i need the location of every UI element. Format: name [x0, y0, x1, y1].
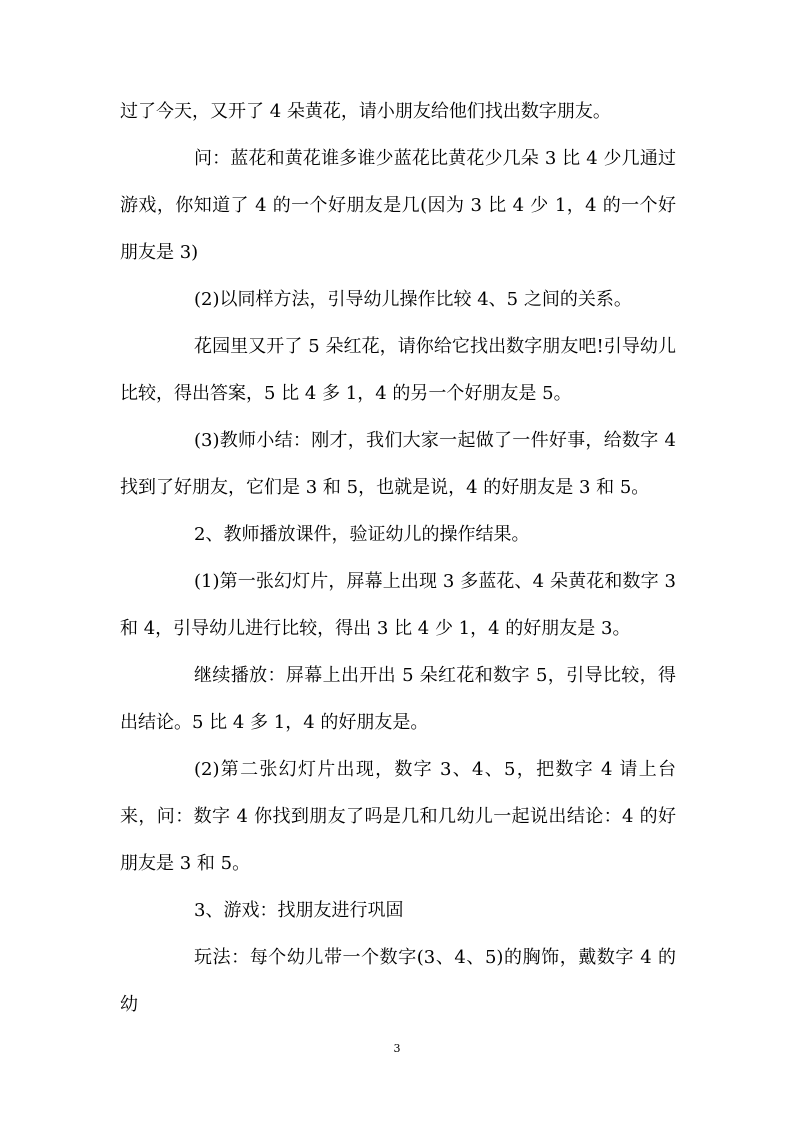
paragraph: 花园里又开了 5 朵红花，请你给它找出数字朋友吧!引导幼儿比较，得出答案，5 比 4 多 1，4 的另一个好朋友是 5。 — [120, 336, 676, 404]
paragraph: 过了今天，又开了 4 朵黄花，请小朋友给他们找出数字朋友。 — [120, 101, 611, 122]
paragraph: 继续播放：屏幕上出开出 5 朵红花和数字 5，引导比较，得出结论。5 比 4 多 1，4 的好朋友是。 — [120, 665, 676, 733]
paragraph: 问：蓝花和黄花谁多谁少蓝花比黄花少几朵 3 比 4 少几通过游戏，你知道了 4 的一个好朋友是几(因为 3 比 4 少 1，4 的一个好朋友是 3) — [120, 148, 676, 263]
paragraph: 3、游戏：找朋友进行巩固 — [194, 900, 404, 921]
paragraph: (3)教师小结：刚才，我们大家一起做了一件好事，给数字 4 找到了好朋友，它们是 3 和 5，也就是说，4 的好朋友是 3 和 5。 — [120, 430, 676, 498]
paragraph: (1)第一张幻灯片，屏幕上出现 3 多蓝花、4 朵黄花和数字 3 和 4，引导幼儿进行比较，得出 3 比 4 少 1，4 的好朋友是 3。 — [120, 571, 676, 639]
page-number: 3 — [393, 1042, 401, 1055]
paragraph: (2)以同样方法，引导幼儿操作比较 4、5 之间的关系。 — [194, 289, 632, 310]
body-text — [120, 88, 676, 1028]
paragraph: (2)第二张幻灯片出现，数字 3、4、5，把数字 4 请上台来，问：数字 4 你找到朋友了吗是几和几幼儿一起说出结论：4 的好朋友是 3 和 5。 — [120, 759, 676, 874]
paragraph: 玩法：每个幼儿带一个数字(3、4、5)的胸饰，戴数字 4 的幼 — [120, 947, 676, 1015]
paragraph: 2、教师播放课件，验证幼儿的操作结果。 — [194, 524, 530, 545]
